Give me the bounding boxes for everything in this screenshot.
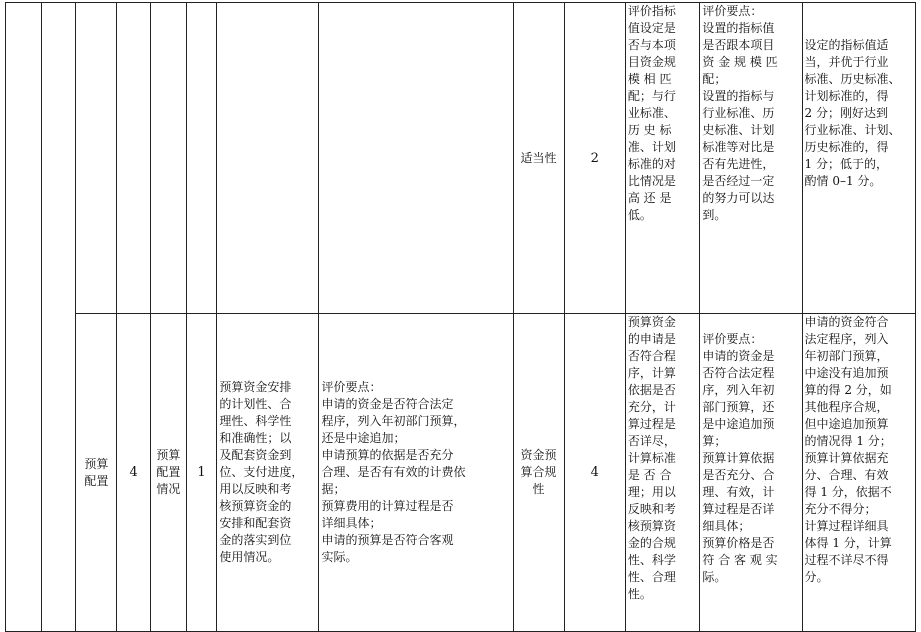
text-line: 历 史 标 [627,123,672,137]
text-line: 申请预算的依据是否充分 [321,448,454,462]
text-line: 体得 1 分，计算 [804,536,892,550]
text-line: 用以反映和考 [219,482,292,496]
text-line: 预算价格是否 [702,536,775,550]
text-line: 1 分；低于的， [804,157,888,171]
score-text: 4 [590,465,599,480]
secondary-indicator-text: 预算配置情况 [156,448,181,496]
text-line: 预算资金安排 [219,380,292,394]
level3-weight-cell [186,3,217,314]
text-line: 程序，列入年初部门预算， [321,414,466,428]
text-line: 当，并优于行业 [804,55,889,69]
text-line: 预算计算依据 [702,451,775,465]
text-line: 算过程是否详 [702,502,775,516]
text-line: 酌情 0–1 分。 [804,174,882,188]
text-line: 部门预算，还 [702,400,775,414]
level2-weight-cell [117,3,151,314]
text-line: 评价要点： [702,332,763,346]
text-line: 性、科学 [627,553,676,567]
level3-weight-cell [186,314,217,632]
level2-indicator-cell [76,314,117,632]
evaluation-points-cell [319,3,513,314]
text-line: 资 金 规 模 匹 [702,55,778,69]
secondary-weight-text: 1 [197,465,206,480]
text-line: 序，计算 [627,366,676,380]
text-line: 2 分；刚好达到 [804,106,888,120]
text-line: 历史标准的，得 [804,140,889,154]
indicator-explanation-cell [217,3,319,314]
table-row [6,314,916,632]
text-line: 但中途追加预算 [804,417,889,431]
text-line: 的努力可以达 [702,191,775,205]
evaluation-points-cell [319,314,513,632]
text-line: 申请的资金符合 [804,315,889,329]
criterion-text: 适当性 [520,150,557,165]
text-line: 理性、科学性 [219,414,292,428]
text-line: 金的落实到位 [219,533,292,547]
text-line: 行业标准、历 [702,106,775,120]
text-line: 是否跟本项目 [702,38,775,52]
text-line: 分、合理、有效 [804,468,889,482]
text-line: 设定的指标值适 [804,38,889,52]
text-line: 史标准、计划 [702,123,775,137]
text-line: 标准等对比是 [702,140,775,154]
score-text: 2 [590,150,599,166]
text-line: 评价要点： [321,380,382,394]
text-line: 准、计划 [627,140,676,154]
text-line: 目资金规 [627,55,676,69]
text-line: 实际。 [321,550,358,564]
score-cell [564,314,625,632]
text-line: 否符合法定程 [702,366,775,380]
primary-weight-text: 4 [129,465,138,480]
text-line: 其他程序合规， [804,400,889,414]
text-line: 值设定是 [627,21,676,35]
text-line: 还是中途追加； [321,431,406,445]
text-line: 理、有效，计 [702,485,775,499]
text-line: 合理、是否有有效的计费依 [321,465,466,479]
text-line: 性。 [627,587,652,601]
text-line: 申请的预算是否符合客观 [321,533,454,547]
text-line: 是否充分、合 [702,468,775,482]
text-line: 中途没有追加预 [804,366,889,380]
text-line: 评价要点： [702,4,763,18]
performance-evaluation-table [5,2,916,632]
text-line: 计算过程详细具 [804,519,889,533]
text-line: 详细具体； [321,516,382,530]
criterion-cell [513,3,564,314]
text-line: 分。 [804,570,829,584]
text-line: 金的合规 [627,536,676,550]
level2-weight-cell [117,314,151,632]
primary-indicator-text: 预算配置 [84,456,109,488]
text-line: 理；用以 [627,485,676,499]
text-line: 的计划性、合 [219,397,292,411]
text-line: 低。 [627,208,652,222]
text-line: 否符合程 [627,349,676,363]
text-line: 及配套资金到 [219,448,292,462]
text-line: 评价指标 [627,4,676,18]
text-line: 预算资金 [627,315,676,329]
text-line: 设置的指标值 [702,21,775,35]
text-line: 依据是否 [627,383,676,397]
text-line: 是 否 合 [627,468,672,482]
text-line: 高 还 是 [627,191,672,205]
criterion-cell [513,314,564,632]
level2-indicator-cell [76,3,117,314]
text-line: 际。 [702,570,727,584]
text-line: 核预算资金的 [219,499,292,513]
text-line: 过程不详尽不得 [804,553,889,567]
scoring-standard-cell [802,314,915,632]
text-line: 否与本项 [627,38,676,52]
text-line: 计划标准的，得 [804,89,889,103]
indicator-explanation-cell [217,314,319,632]
level3-indicator-cell [151,314,187,632]
table-row [6,3,916,314]
text-line: 得 1 分，依据不 [804,485,892,499]
text-line: 的申请是 [627,332,676,346]
scoring-standard-cell [802,3,915,314]
key-points-cell [700,3,802,314]
text-line: 计算标准 [627,451,676,465]
text-line: 预算费用的计算过程是否 [321,499,454,513]
text-line: 业标准、 [627,106,676,120]
criterion-text: 资金预算合规性 [520,448,557,496]
text-line: 标准的对 [627,157,676,171]
level1-indicator-cell [6,3,42,632]
text-line: 申请的资金是 [702,349,775,363]
text-line: 是否经过一定 [702,174,775,188]
text-line: 标准、历史标准、 [804,72,901,86]
text-line: 细具体； [702,519,751,533]
text-line: 的情况得 1 分； [804,434,892,448]
text-line: 否有先进性， [702,157,775,171]
text-line: 比情况是 [627,174,676,188]
text-line: 序，列入年初 [702,383,775,397]
text-line: 模 相 匹 [627,72,672,86]
score-cell [564,3,625,314]
level1-weight-cell [41,3,76,632]
text-line: 预算计算依据充 [804,451,889,465]
criterion-explanation-cell [625,314,700,632]
text-line: 算； [702,434,727,448]
level3-indicator-cell [151,3,187,314]
text-line: 配；与行 [627,89,676,103]
text-line: 符 合 客 观 实 [702,553,778,567]
text-line: 和准确性；以 [219,431,292,445]
text-line: 性、合理 [627,570,676,584]
text-line: 算过程是 [627,417,676,431]
text-line: 安排和配套资 [219,516,292,530]
text-line: 年初部门预算， [804,349,889,363]
text-line: 行业标准、计划、 [804,123,901,137]
text-line: 否详尽， [627,434,676,448]
text-line: 据； [321,482,346,496]
text-line: 算的得 2 分，如 [804,383,892,397]
text-line: 到。 [702,208,727,222]
text-line: 申请的资金是否符合法定 [321,397,454,411]
text-line: 核预算资 [627,519,676,533]
text-line: 法定程序，列入 [804,332,889,346]
text-line: 配； [702,72,727,86]
text-line: 设置的指标与 [702,89,775,103]
text-line: 位、支付进度， [219,465,304,479]
text-line: 是中途追加预 [702,417,775,431]
criterion-explanation-cell [625,3,700,314]
key-points-cell [700,314,802,632]
text-line: 使用情况。 [219,550,280,564]
text-line: 充分，计 [627,400,676,414]
text-line: 反映和考 [627,502,676,516]
text-line: 充分不得分； [804,502,877,516]
